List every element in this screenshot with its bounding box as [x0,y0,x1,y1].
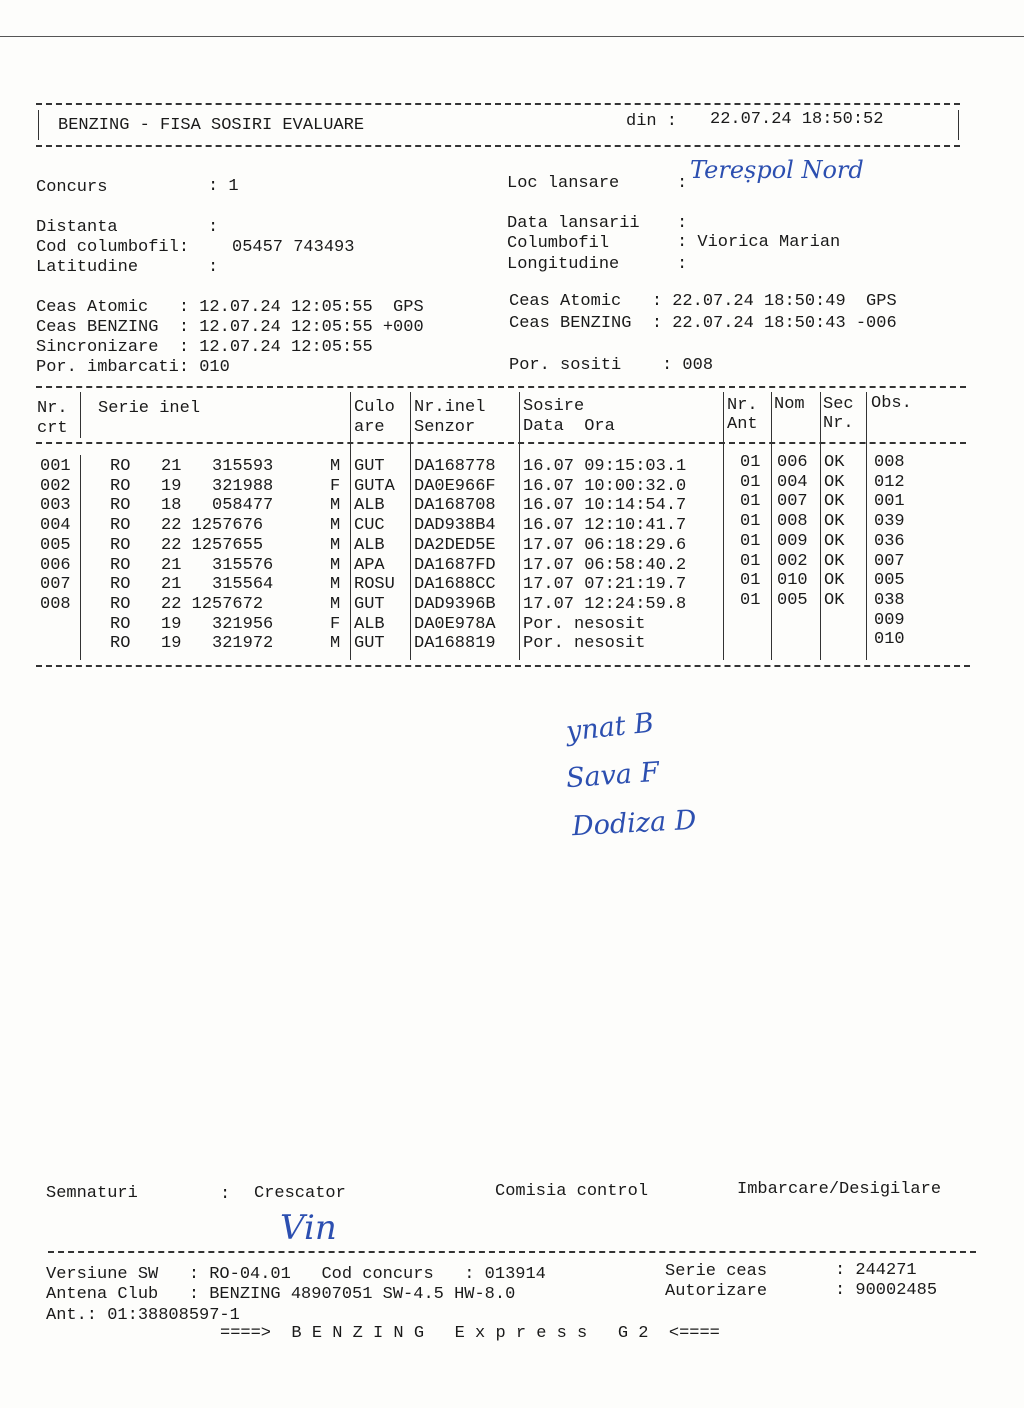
header-nr-inel: Nr.inel [414,398,486,417]
cell-culoare: GUT [354,457,385,476]
benzing-banner: ====> B E N Z I N G E x p r e s s G 2 <==== [220,1324,720,1343]
por-imbarcati: Por. imbarcati: 010 [36,358,230,377]
cell-senzor: DA2DED5E [414,535,496,555]
cell-senzor: DA1687FD [414,555,496,575]
header-bottom-border [36,145,960,147]
cell-serie-inel: RO 22 1257655 [110,535,264,555]
cell-serie-inel: RO 22 1257676 [110,516,264,536]
header-are: are [354,418,385,437]
cell-nom: 008 [777,512,808,532]
page-top-edge [0,36,1024,37]
cell-nr: 005 [40,535,71,555]
report-title: BENZING - FISA SOSIRI EVALUARE [58,116,365,135]
loc-lansare-label: Loc lansare [507,174,620,193]
cell-nr: 007 [40,575,71,595]
cell-nr: 003 [40,496,71,516]
cell-senzor: DA1688CC [414,575,496,595]
cell-sex: F [330,476,341,496]
cell-obs: 012 [874,472,905,492]
col-sep-crt [80,392,81,438]
cell-sex: M [330,535,341,555]
latitudine-label: Latitudine [36,258,139,277]
handwritten-note-3: Dodiza D [571,804,698,843]
cell-nr-ant: 01 [740,492,761,512]
imbarcare-label: Imbarcare/Desigilare [737,1180,942,1199]
longitudine-value: : [677,255,688,274]
cell-culoare: ALB [354,614,385,634]
handwritten-note-2: Sava F [565,756,661,795]
cell-sec: OK [824,492,845,512]
header-sec-2: Nr. [823,414,854,433]
cell-nom: 005 [777,590,808,610]
header-crt: crt [37,419,68,438]
loc-lansare-handwritten: Tereṣpol Nord [690,156,864,184]
cell-culoare: ALB [354,535,385,555]
report-date: 22.07.24 18:50:52 [710,110,884,129]
cell-sex: M [330,594,341,614]
longitudine-label: Longitudine [507,255,620,274]
cell-nr-ant: 01 [740,590,761,610]
por-sositi: Por. sositi : 008 [509,356,714,375]
cell-nr: 001 [40,457,71,476]
serie-ceas-label: Serie ceas [665,1262,768,1281]
data-lansarii-value: : [677,214,688,233]
cell-senzor: DA0E966F [414,476,496,496]
concurs-value: : 1 [208,177,239,196]
cell-sosire: 16.07 12:10:41.7 [523,516,687,536]
header-serie-inel: Serie inel [98,399,201,418]
cell-nom: 006 [777,453,808,472]
cell-obs: 036 [874,531,905,551]
signature-line [48,1251,976,1253]
cell-senzor: DA0E978A [414,614,496,634]
cell-sosire: 16.07 09:15:03.1 [523,457,687,476]
cell-nom: 004 [777,472,808,492]
col-sep-sec [866,392,867,660]
cell-serie-inel: RO 21 315576 [110,555,274,575]
cell-sosire: 17.07 12:24:59.8 [523,594,687,614]
comisia-control-label: Comisia control [495,1182,649,1201]
ceas-benzing-start: Ceas BENZING : 12.07.24 12:05:55 +000 [36,318,424,337]
header-right-border [958,110,959,140]
cell-serie-inel: RO 21 315593 [110,457,274,476]
cell-obs: 001 [874,492,905,512]
cell-obs: 038 [874,590,905,610]
cell-nr: 008 [40,594,71,614]
columbofil-label: Columbofil [507,234,610,253]
cell-senzor: DA168778 [414,457,496,476]
header-sec-1: Sec [823,395,854,414]
header-nr-ant-1: Nr. [727,396,758,415]
table-top-border [36,386,966,388]
cell-culoare: CUC [354,516,385,536]
cell-sosire: Por. nesosit [523,634,646,654]
header-left-border [38,110,39,140]
col-sep-serie [350,392,351,660]
columbofil-value: : Viorica Marian [677,233,841,252]
cell-serie-inel: RO 19 321988 [110,476,274,496]
header-senzor: Senzor [414,418,476,437]
sincronizare: Sincronizare : 12.07.24 12:05:55 [36,338,373,357]
cell-serie-inel: RO 22 1257672 [110,594,264,614]
cell-sex: M [330,575,341,595]
cell-senzor: DA168708 [414,496,496,516]
cell-serie-inel: RO 19 321956 [110,614,274,634]
cell-sec: OK [824,472,845,492]
col-sep-ant [771,392,772,660]
cell-sex: F [330,614,341,634]
cell-sec: OK [824,512,845,532]
cell-nr-ant: 01 [740,571,761,591]
cell-culoare: ROSU [354,575,395,595]
cell-nom: 009 [777,531,808,551]
cell-sosire: 17.07 06:58:40.2 [523,555,687,575]
distanta-value: : [208,218,219,237]
crescator-signature: Vin [280,1208,337,1248]
table-bottom-border [36,665,970,667]
cod-columbofil-label: Cod columbofil: [36,238,190,257]
col-sep-senzor [519,392,520,660]
header-data-ora: Data Ora [523,417,615,436]
ceas-atomic-end: Ceas Atomic : 22.07.24 18:50:49 GPS [509,292,897,311]
cell-nr-ant: 01 [740,531,761,551]
cell-senzor: DAD938B4 [414,516,496,536]
semnaturi-label: Semnaturi [46,1184,138,1203]
cell-culoare: GUT [354,594,385,614]
col-sep-nom [820,392,821,660]
header-obs: Obs. [871,394,912,413]
cell-nr: 002 [40,476,71,496]
antena-id: Ant.: 01:38808597-1 [46,1306,240,1325]
cell-nr: 004 [40,516,71,536]
cell-sosire: 17.07 06:18:29.6 [523,535,687,555]
cell-culoare: ALB [354,496,385,516]
data-lansarii-label: Data lansarii [507,214,640,233]
cell-sex: M [330,555,341,575]
cell-sosire: 16.07 10:14:54.7 [523,496,687,516]
header-top-border [36,103,960,105]
cell-sosire: 17.07 07:21:19.7 [523,575,687,595]
concurs-label: Concurs [36,178,108,197]
latitudine-value: : [208,258,219,277]
cell-sex: M [330,516,341,536]
cell-sex: M [330,496,341,516]
date-label: din : [626,112,678,131]
col-sep-sosire [723,392,724,660]
cell-obs: 039 [874,512,905,532]
table-header-border [36,442,966,444]
cod-columbofil-value: 05457 743493 [232,238,355,257]
crescator-label: Crescator [254,1184,346,1203]
cell-culoare: GUT [354,634,385,654]
cell-nr-ant: 01 [740,512,761,532]
cell-nom: 007 [777,492,808,512]
cell-serie-inel: RO 19 321972 [110,634,274,654]
col-sep-culoare [410,392,411,660]
cell-sec: OK [824,453,845,472]
cell-sec: OK [824,571,845,591]
cell-obs: 007 [874,551,905,571]
handwritten-note-1: ynat B [564,707,656,748]
autorizare-label: Autorizare [665,1282,768,1301]
cell-nom: 002 [777,551,808,571]
header-nr: Nr. [37,399,68,418]
cell-sosire: 16.07 10:00:32.0 [523,476,687,496]
cell-nom: 010 [777,571,808,591]
cell-obs: 008 [874,453,905,472]
cell-serie-inel: RO 18 058477 [110,496,274,516]
col-sep-crt-body [80,455,81,660]
distanta-label: Distanta [36,218,118,237]
header-culo: Culo [354,398,395,417]
serie-ceas-value: : 244271 [835,1261,917,1280]
ceas-benzing-end: Ceas BENZING : 22.07.24 18:50:43 -006 [509,314,897,333]
cell-senzor: DA168819 [414,634,496,654]
cell-obs: 010 [874,630,905,650]
cell-sec: OK [824,531,845,551]
header-sosire: Sosire [523,397,585,416]
cell-obs: 005 [874,571,905,591]
cell-senzor: DAD9396B [414,594,496,614]
header-nom: Nom [774,395,805,414]
versiune-sw: Versiune SW : RO-04.01 Cod concurs : 013914 [46,1265,546,1284]
cell-sex: M [330,457,341,476]
cell-sex: M [330,634,341,654]
loc-lansare-sep: : [677,174,688,193]
autorizare-value: : 90002485 [835,1281,938,1300]
cell-serie-inel: RO 21 315564 [110,575,274,595]
antena-club: Antena Club : BENZING 48907051 SW-4.5 HW-8.0 [46,1285,516,1304]
cell-nr: 006 [40,555,71,575]
cell-sec: OK [824,551,845,571]
semnaturi-sep: : [220,1185,231,1204]
cell-nr-ant: 01 [740,472,761,492]
ceas-atomic-start: Ceas Atomic : 12.07.24 12:05:55 GPS [36,298,424,317]
cell-culoare: GUTA [354,476,395,496]
cell-sosire: Por. nesosit [523,614,646,634]
header-nr-ant-2: Ant [727,415,758,434]
cell-nr-ant: 01 [740,453,761,472]
cell-culoare: APA [354,555,385,575]
cell-nr-ant: 01 [740,551,761,571]
cell-sec: OK [824,590,845,610]
cell-obs: 009 [874,610,905,630]
